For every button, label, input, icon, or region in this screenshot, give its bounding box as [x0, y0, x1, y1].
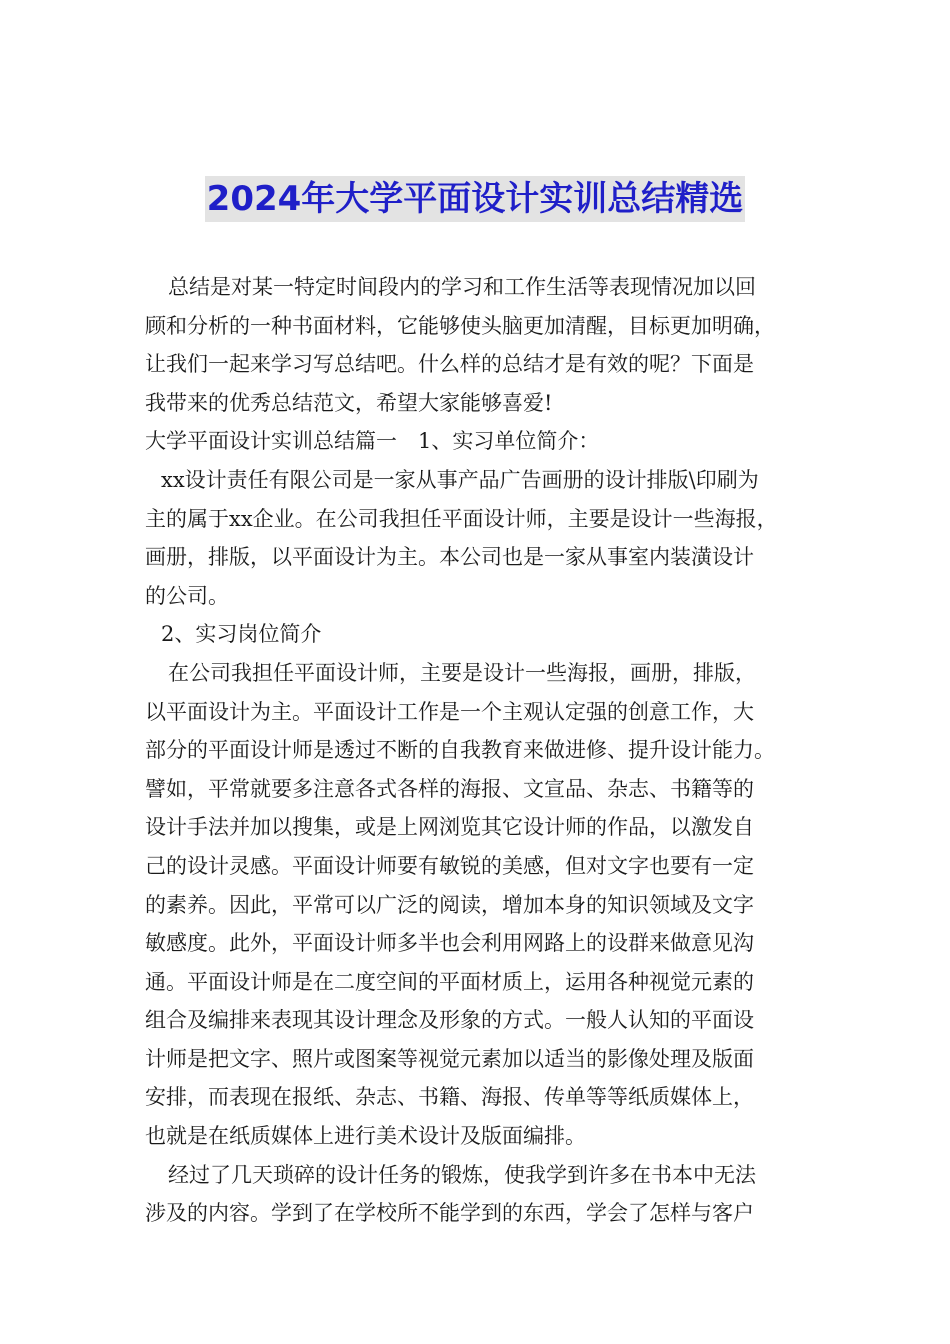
paragraph-section-heading — [145, 422, 807, 461]
text-line: 计师是把文字、照片或图案等视觉元素加以适当的影像处理及版面 — [145, 1046, 754, 1071]
text-line: 主的属于xx企业。在公司我担任平面设计师，主要是设计一些海报， — [145, 506, 778, 531]
text-line: 通。平面设计师是在二度空间的平面材质上，运用各种视觉元素的 — [145, 969, 754, 994]
title-container — [0, 176, 950, 222]
document-title: 2024年大学平面设计实训总结精选 — [205, 176, 746, 222]
text-line: 画册，排版，以平面设计为主。本公司也是一家从事室内装潢设计 — [145, 545, 754, 570]
text-line: 顾和分析的一种书面材料，它能够使头脑更加清醒，目标更加明确， — [145, 313, 775, 338]
document-body — [145, 268, 807, 1233]
text-line: 敏感度。此外，平面设计师多半也会利用网路上的设群来做意见沟 — [145, 931, 754, 956]
text-line: 设计手法并加以搜集，或是上网浏览其它设计师的作品，以激发自 — [145, 815, 754, 840]
paragraph-experience — [145, 1156, 807, 1233]
text-line: 也就是在纸质媒体上进行美术设计及版面编排。 — [145, 1124, 586, 1149]
text-line: 部分的平面设计师是透过不断的自我教育来做进修、提升设计能力。 — [145, 738, 775, 763]
paragraph-position — [145, 654, 807, 1156]
text-line: 己的设计灵感。平面设计师要有敏锐的美感，但对文字也要有一定 — [145, 853, 754, 878]
paragraph-intro — [145, 268, 807, 422]
text-line: 的公司。 — [145, 583, 229, 608]
subheading: 2、实习岗位简介 — [161, 622, 322, 647]
paragraph-subheading — [145, 615, 807, 654]
text-line: 总结是对某一特定时间段内的学习和工作生活等表现情况加以回 — [168, 275, 756, 299]
text-line: 在公司我担任平面设计师，主要是设计一些海报，画册，排版， — [168, 660, 756, 685]
text-line: 经过了几天琐碎的设计任务的锻炼，使我学到许多在书本中无法 — [168, 1162, 756, 1187]
text-line: 组合及编排来表现其设计理念及形象的方式。一般人认知的平面设 — [145, 1008, 754, 1033]
text-line: xx设计责任有限公司是一家从事产品广告画册的设计排版\印刷为 — [161, 467, 759, 492]
text-line: 安排，而表现在报纸、杂志、书籍、海报、传单等等纸质媒体上， — [145, 1085, 754, 1110]
text-line: 我带来的优秀总结范文，希望大家能够喜爱! — [145, 390, 553, 415]
paragraph-company — [145, 461, 807, 615]
text-line: 涉及的内容。学到了在学校所不能学到的东西，学会了怎样与客户 — [145, 1201, 754, 1226]
section-heading: 大学平面设计实训总结篇一 1、实习单位简介： — [145, 429, 600, 454]
text-line: 的素养。因此，平常可以广泛的阅读，增加本身的知识领域及文字 — [145, 892, 754, 917]
text-line: 以平面设计为主。平面设计工作是一个主观认定强的创意工作，大 — [145, 699, 754, 724]
text-line: 让我们一起来学习写总结吧。什么样的总结才是有效的呢？下面是 — [145, 352, 754, 377]
text-line: 譬如，平常就要多注意各式各样的海报、文宣品、杂志、书籍等的 — [145, 776, 754, 801]
